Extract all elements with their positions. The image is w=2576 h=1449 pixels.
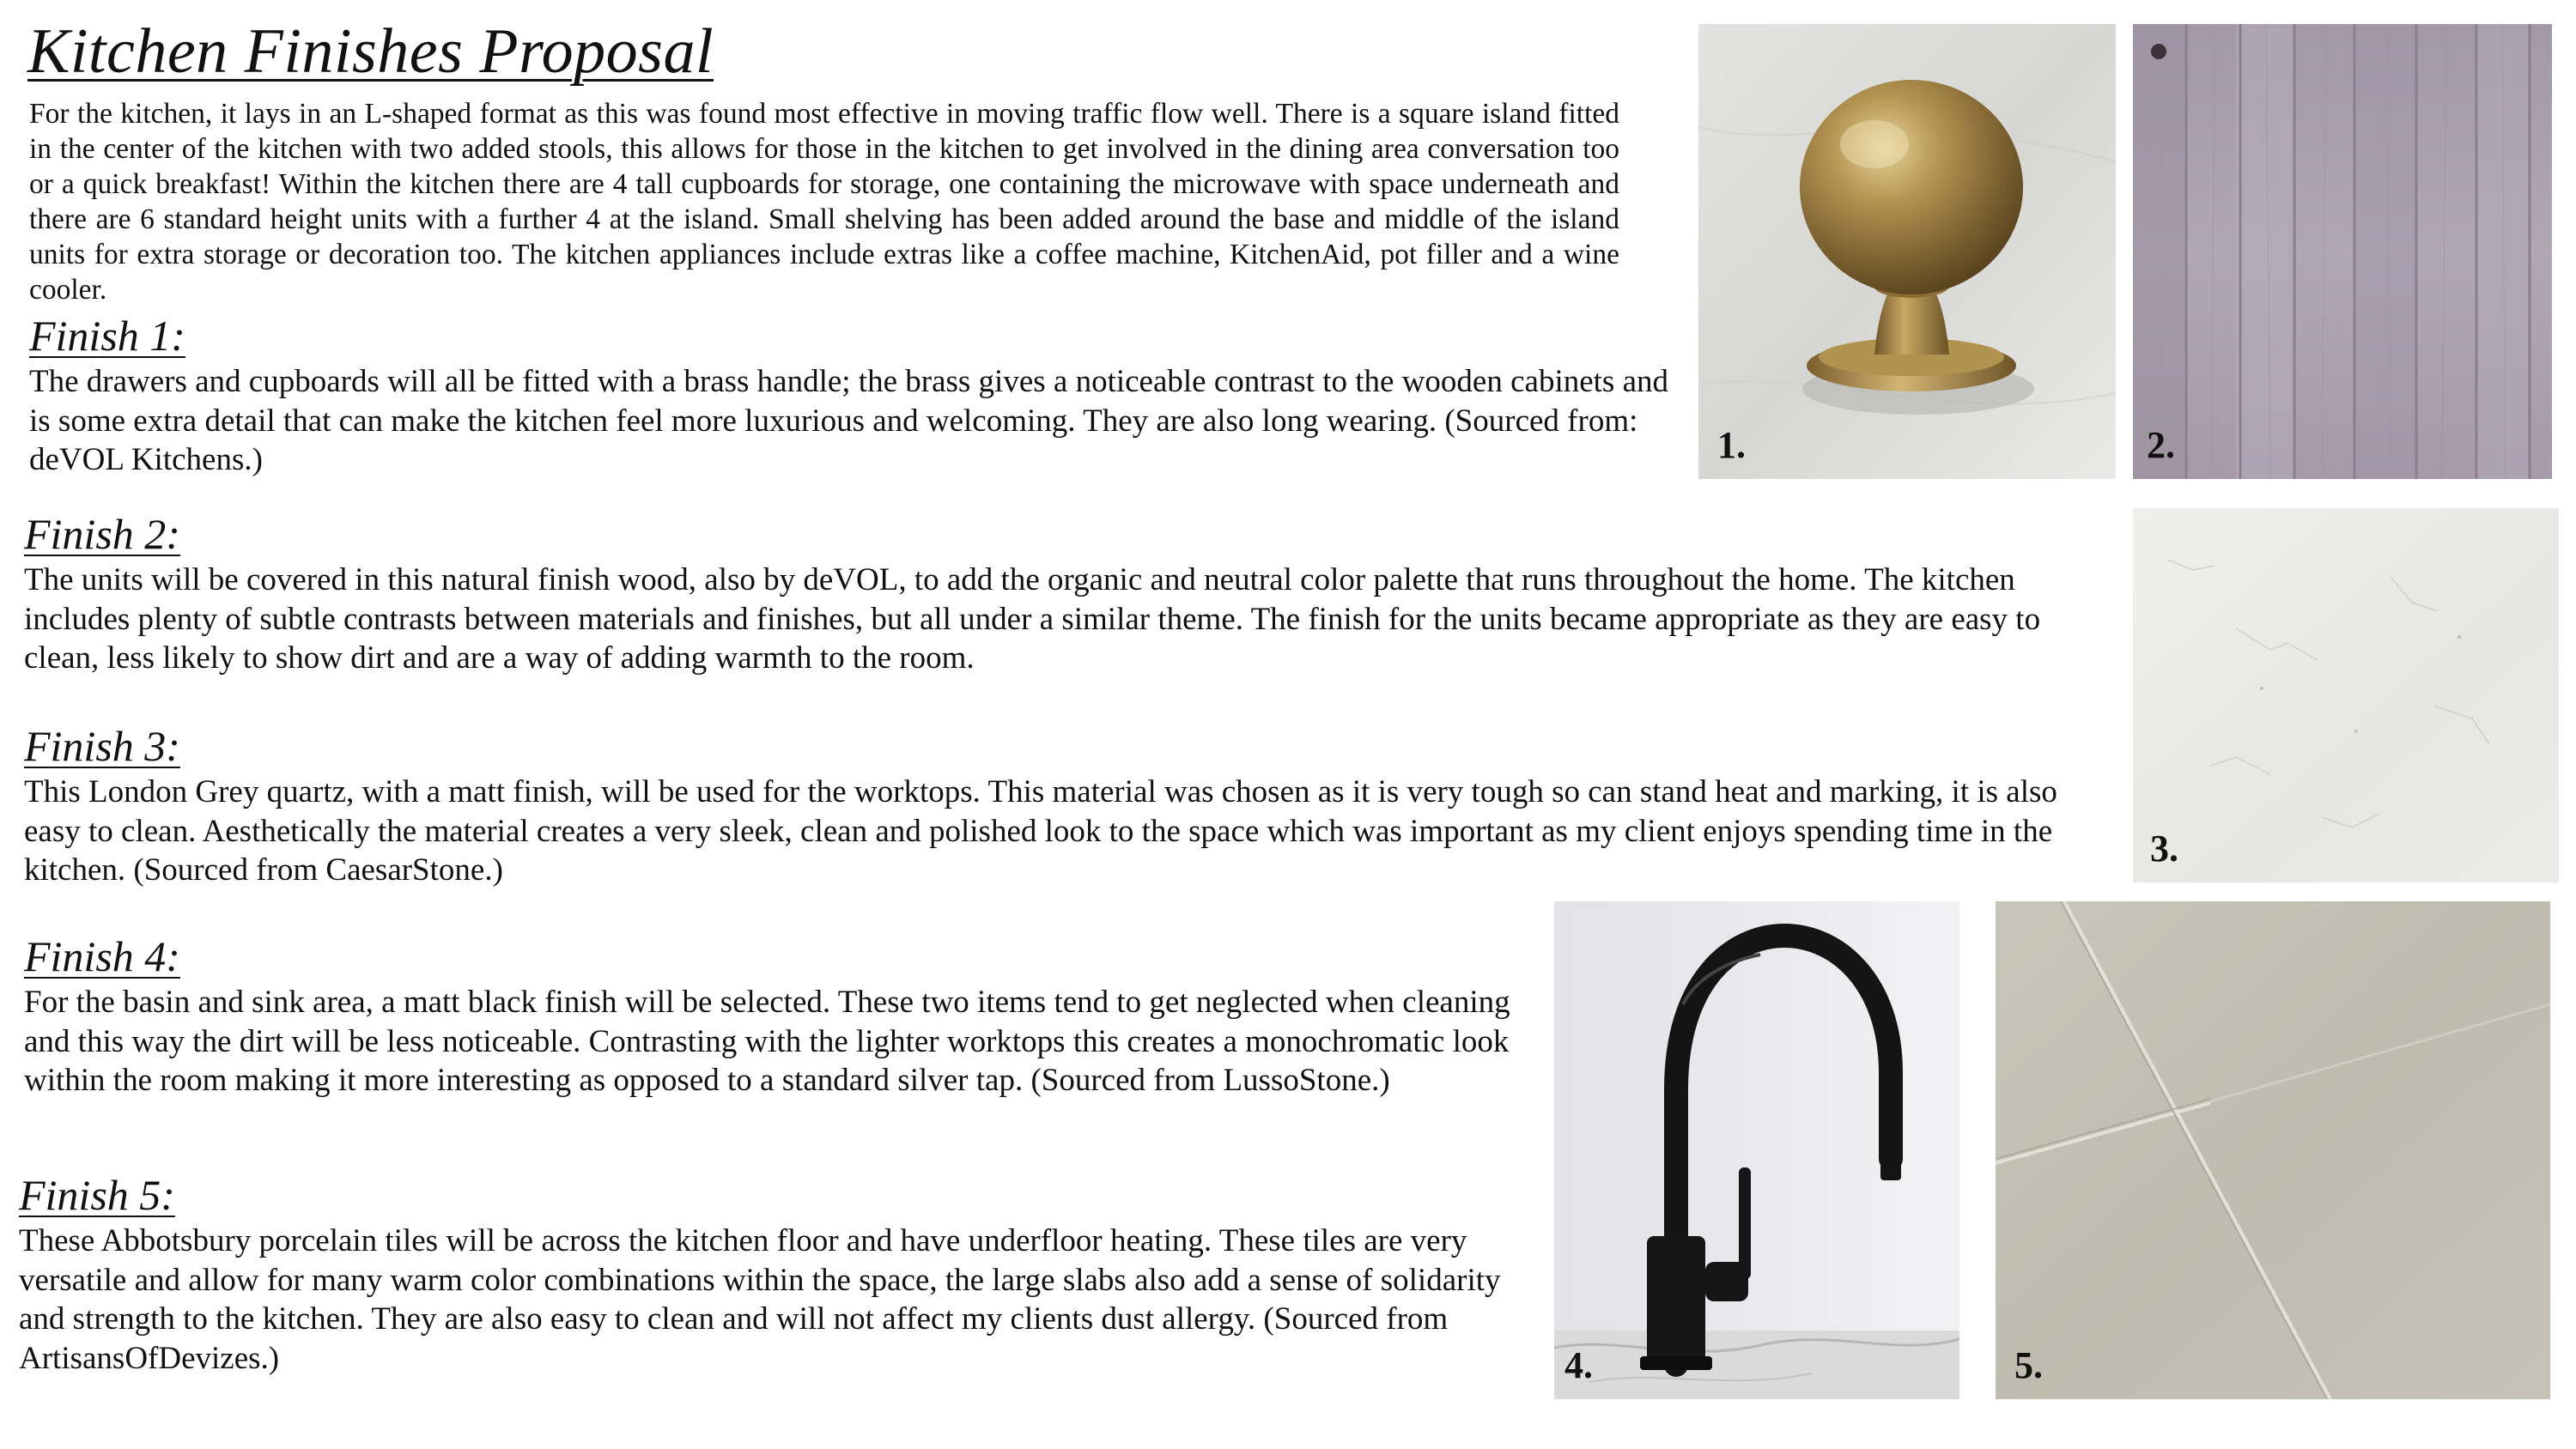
finish-3-heading: Finish 3:	[24, 722, 180, 770]
image-label-5: 5.	[2014, 1344, 2043, 1386]
finish-5-section	[19, 1170, 1530, 1378]
intro-paragraph: For the kitchen, it lays in an L-shaped format as this was found most effective in moving traffic flow well. There is a square island fitted in the center of the kitchen with two added stools, this allows for those in the kitchen to get involved in the dining area conversation too or a quick breakfast! Within the kitchen there are 4 tall cupboards for storage, one containing the microwave with space underneath and there are 6 standard height units with a further 4 at the island. Small shelving has been added around the base and middle of the island units for extra storage or decoration too. The kitchen appliances include extras like a coffee machine, KitchenAid, pot filler and a wine cooler.	[29, 98, 1619, 306]
black-tap-image	[1554, 901, 1959, 1399]
finish-4-heading: Finish 4:	[24, 932, 180, 980]
finish-5-text: These Abbotsbury porcelain tiles will be across the kitchen floor and have underfloor heating. These tiles are very versatile and allow for many warm color combinations within the space, the large slabs also add a sense of solidarity and strength to the kitchen. They are also easy to clean and will not affect my clients dust allergy. (Sourced from ArtisansOfDevizes.)	[19, 1223, 1501, 1376]
brass-knob-icon	[1698, 24, 2116, 479]
finish-2-text: The units will be covered in this natural finish wood, also by deVOL, to add the organic and neutral color palette that runs throughout the home. The kitchen includes plenty of subtle contrasts between materials and finishes, but all under a similar theme. The finish for the units became appropriate as they are easy to clean, less likely to show dirt and are a way of adding warmth to the room.	[24, 562, 2041, 676]
quartz-swatch-icon	[2133, 508, 2559, 882]
finish-4-text: For the basin and sink area, a matt black finish will be selected. These two items tend to get neglected when cleaning and this way the dirt will be less noticeable. Contrasting with the lighter worktops this creates a monochromatic look within the room making it more interesting as opposed to a standard silver tap. (Sourced from LussoStone.)	[24, 985, 1510, 1098]
wood-panel-image	[2133, 24, 2552, 479]
finish-1-heading: Finish 1:	[29, 312, 185, 360]
finish-2-heading: Finish 2:	[24, 510, 180, 558]
finish-2-section	[24, 509, 2111, 678]
finish-3-text: This London Grey quartz, with a matt finish, will be used for the worktops. This material was chosen as it is very tough so can stand heat and marking, it is also easy to clean. Aesthetically the material creates a very sleek, clean and polished look to the space which was important as my client enjoys spending time in the kitchen. (Sourced from CaesarStone.)	[24, 774, 2057, 888]
finish-5-heading: Finish 5:	[19, 1171, 175, 1219]
porcelain-tile-icon	[1996, 901, 2550, 1399]
image-label-3: 3.	[2150, 828, 2178, 870]
page-title: Kitchen Finishes Proposal	[27, 16, 714, 87]
image-label-2: 2.	[2147, 424, 2175, 466]
finish-3-section	[24, 721, 2119, 890]
porcelain-tile-image	[1996, 901, 2550, 1399]
black-tap-icon	[1554, 901, 1959, 1399]
finish-1-text: The drawers and cupboards will all be fitted with a brass handle; the brass gives a noticeable contrast to the wooden cabinets and is some extra detail that can make the kitchen feel more luxurious and welcoming. They are also long wearing. (Sourced from: deVOL Kitchens.)	[29, 364, 1669, 477]
finish-1-section	[29, 311, 1686, 480]
quartz-swatch-image	[2133, 508, 2559, 882]
finish-4-section	[24, 931, 1518, 1100]
wood-panel-icon	[2133, 24, 2552, 479]
image-label-1: 1.	[1717, 424, 1746, 466]
image-label-4: 4.	[1564, 1344, 1593, 1386]
brass-knob-image	[1698, 24, 2116, 479]
